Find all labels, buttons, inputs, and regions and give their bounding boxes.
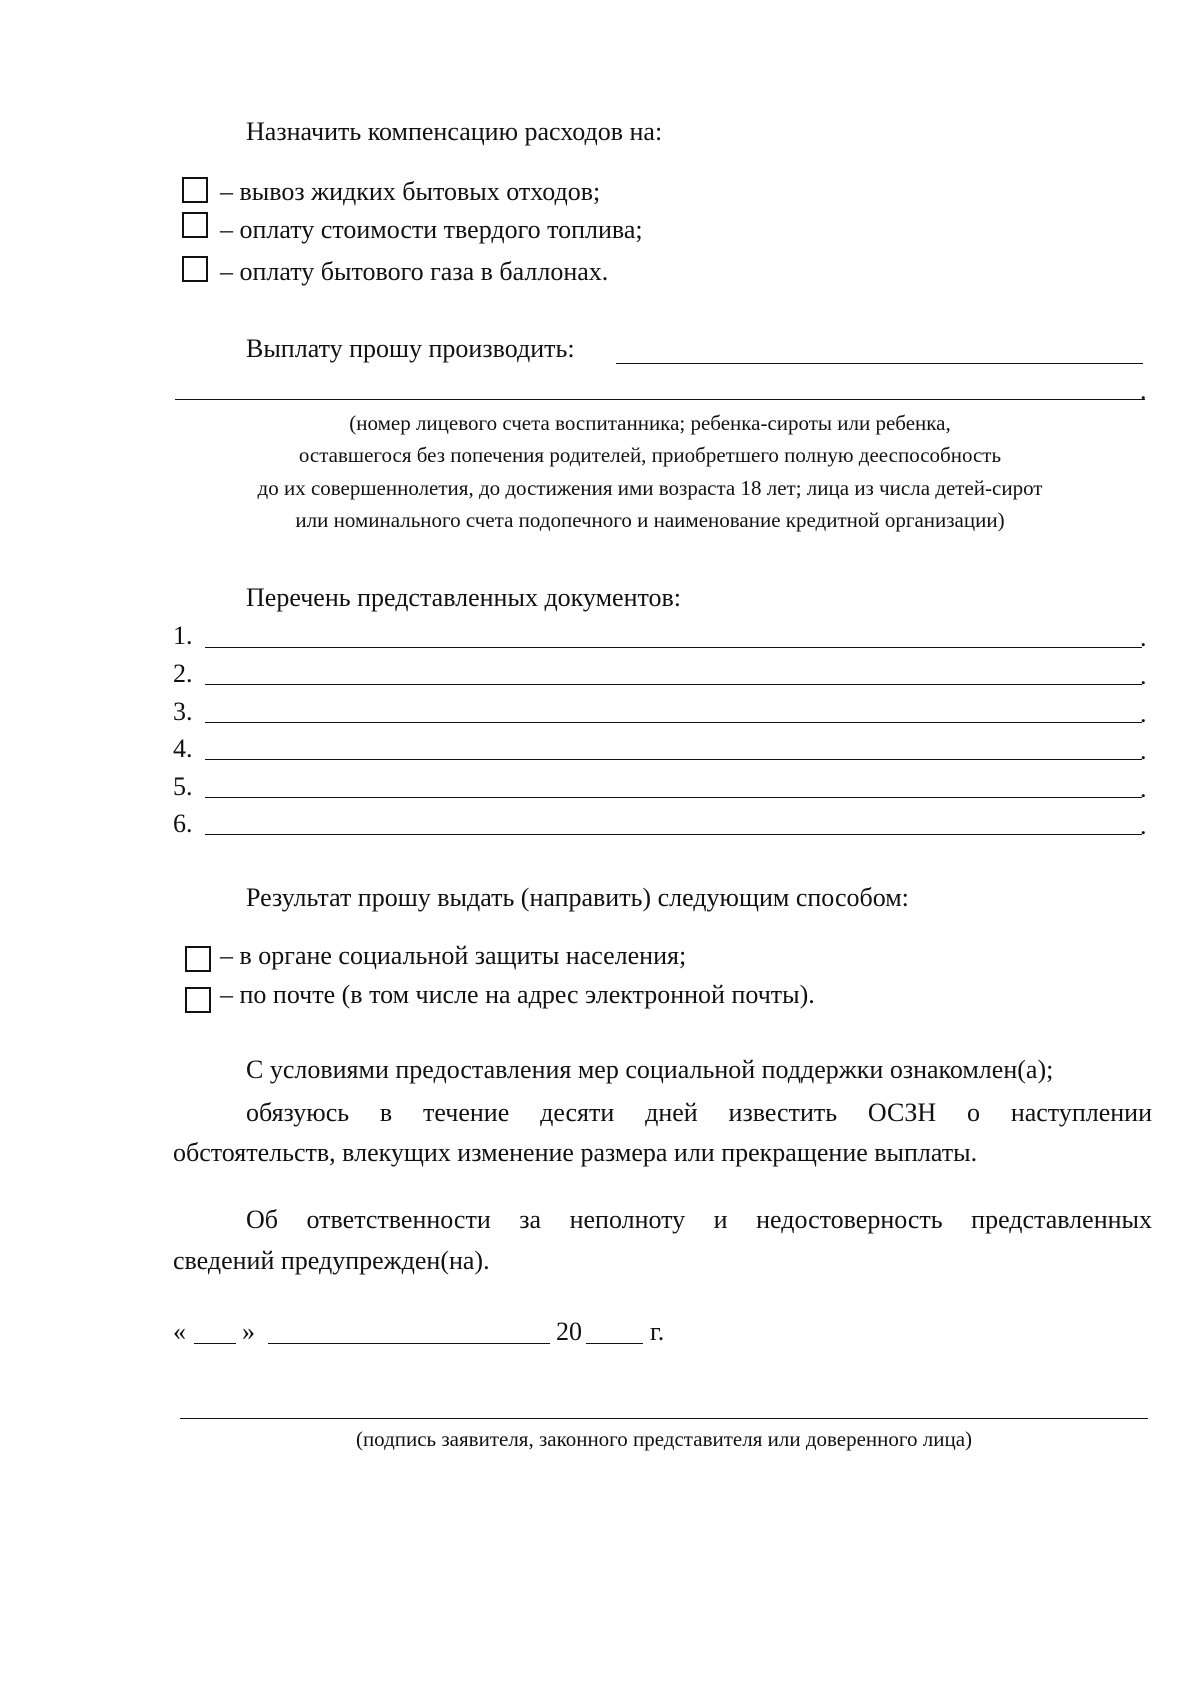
payment-note-line-2: оставшегося без попечения родителей, приобретшего полную дееспособность	[298, 443, 1002, 467]
document-field-3[interactable]	[205, 722, 1142, 723]
checkbox-bottled-gas[interactable]	[182, 256, 208, 282]
date-month-field[interactable]	[268, 1343, 550, 1344]
document-field-1[interactable]	[205, 647, 1142, 648]
payment-note-line-1: (номер лицевого счета воспитанника; ребенка-сироты или ребенка,	[349, 411, 951, 435]
document-end-dot: .	[1140, 661, 1147, 690]
document-number: 5.	[173, 772, 193, 801]
signature-caption: (подпись заявителя, законного представителя или доверенного лица)	[355, 1427, 973, 1451]
document-end-dot: .	[1140, 811, 1147, 840]
payment-label: Выплату прошу производить:	[246, 334, 575, 363]
responsibility-line-1: Об ответственности за неполноту и недостоверность представленных	[246, 1205, 1152, 1234]
document-field-2[interactable]	[205, 684, 1142, 685]
date-close-quote: »	[242, 1317, 255, 1346]
option-solid-fuel: – оплату стоимости твердого топлива;	[220, 215, 643, 244]
document-field-5[interactable]	[205, 797, 1142, 798]
payment-account-field[interactable]	[616, 363, 1143, 364]
responsibility-line-2: сведений предупрежден(на).	[173, 1246, 490, 1275]
checkbox-by-mail[interactable]	[185, 987, 211, 1013]
option-bottled-gas: – оплату бытового газа в баллонах.	[220, 257, 609, 286]
conditions-line-1: С условиями предоставления мер социальной поддержки ознакомлен(а);	[246, 1055, 1054, 1084]
document-end-dot: .	[1140, 699, 1147, 728]
payment-end-dot: .	[1140, 376, 1147, 405]
document-end-dot: .	[1140, 736, 1147, 765]
option-by-mail: – по почте (в том числе на адрес электронной почты).	[220, 980, 815, 1009]
document-number: 3.	[173, 697, 193, 726]
document-end-dot: .	[1140, 623, 1147, 652]
date-year-field[interactable]	[586, 1343, 643, 1344]
date-day-field[interactable]	[194, 1343, 236, 1344]
option-liquid-waste: – вывоз жидких бытовых отходов;	[220, 177, 601, 206]
checkbox-social-protection-office[interactable]	[185, 946, 211, 972]
checkbox-solid-fuel[interactable]	[182, 212, 208, 238]
date-open-quote: «	[173, 1317, 186, 1346]
result-heading: Результат прошу выдать (направить) следующим способом:	[246, 883, 909, 912]
compensation-heading: Назначить компенсацию расходов на:	[246, 117, 663, 146]
document-field-6[interactable]	[205, 834, 1142, 835]
document-end-dot: .	[1140, 774, 1147, 803]
signature-field[interactable]	[180, 1418, 1148, 1419]
payment-account-field-line2[interactable]	[175, 399, 1145, 400]
payment-note-line-4: или номинального счета подопечного и наименование кредитной организации)	[295, 508, 1005, 532]
checkbox-liquid-waste[interactable]	[182, 177, 208, 203]
conditions-line-2: обязуюсь в течение десяти дней известить ОСЗН о наступлении	[246, 1098, 1152, 1127]
date-year-prefix: 20	[556, 1317, 582, 1346]
payment-note-line-3: до их совершеннолетия, до достижения ими возраста 18 лет; лица из числа детей-сирот	[257, 476, 1043, 500]
document-field-4[interactable]	[205, 759, 1142, 760]
documents-heading: Перечень представленных документов:	[246, 583, 682, 612]
document-number: 4.	[173, 734, 193, 763]
document-number: 2.	[173, 659, 193, 688]
conditions-line-3: обстоятельств, влекущих изменение размера или прекращение выплаты.	[173, 1138, 978, 1167]
document-number: 6.	[173, 809, 193, 838]
date-year-suffix: г.	[650, 1317, 665, 1346]
option-social-protection-office: – в органе социальной защиты населения;	[220, 941, 687, 970]
document-number: 1.	[173, 621, 193, 650]
